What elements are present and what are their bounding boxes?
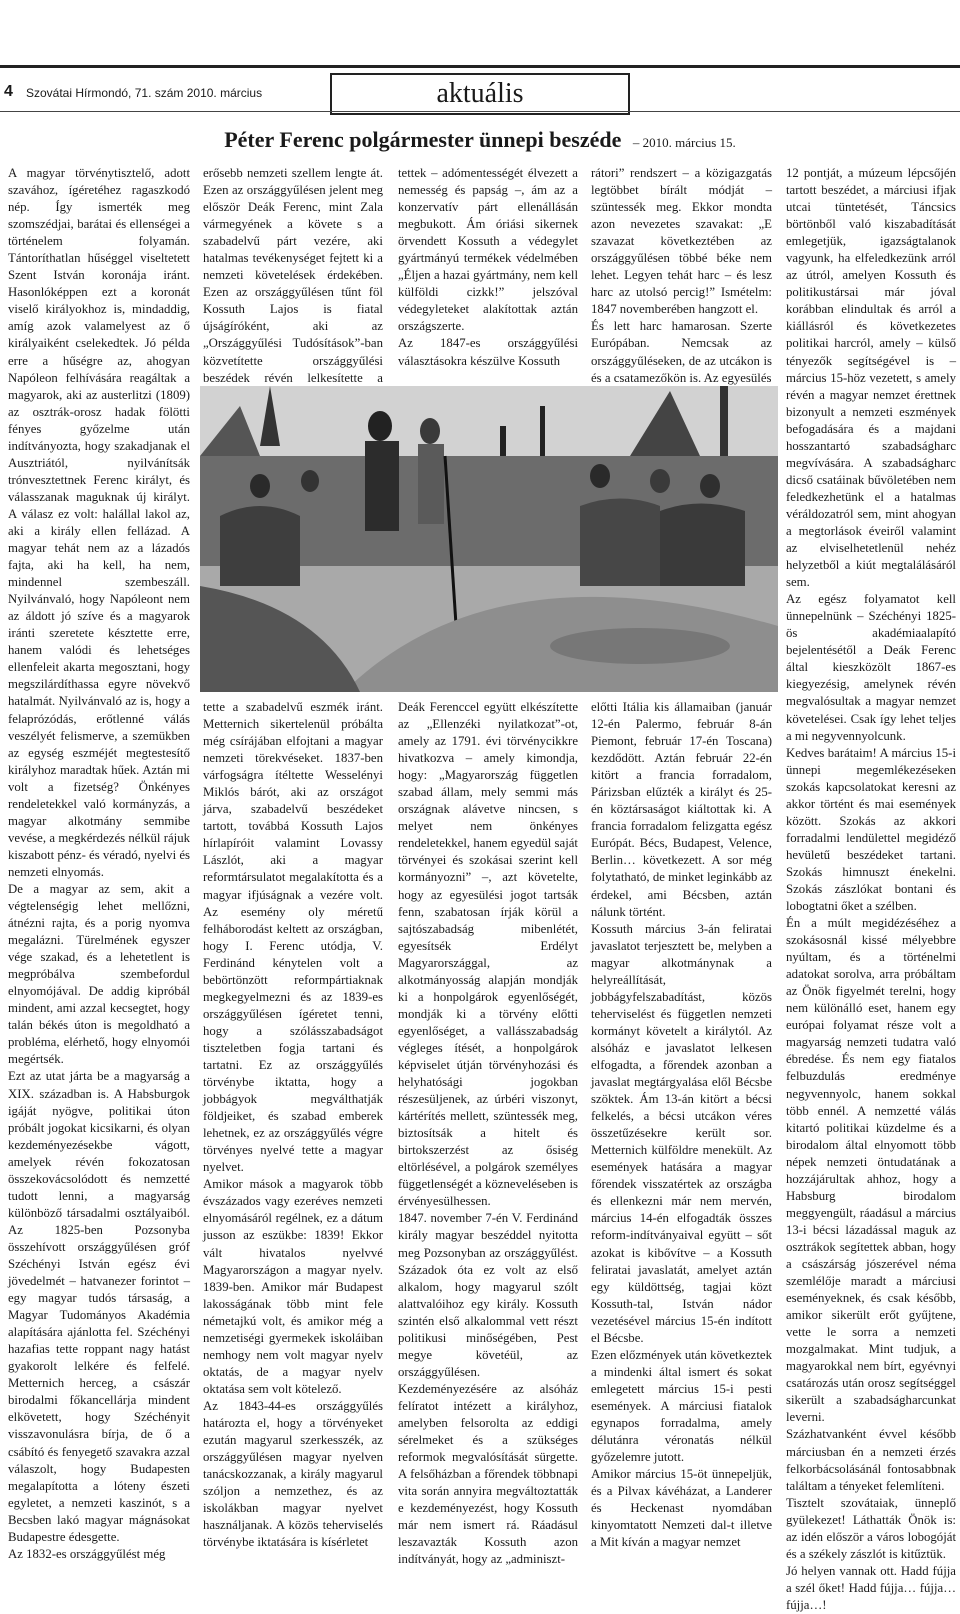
- photo-illustration: [200, 386, 778, 692]
- column-4-bottom: előtti Itália kis államaiban (január 12-én Palermo, február 8-án Piemont, február 17-én Toscana) kezdődött. Aztán február 22-én kitört a francia forradalom, Párizsban elűzték a királyt és 25-én köztársaságot kiáltottak ki. A francia forradalom felizgatta egész Európát. Bécs, Budapest, Velence, Berlin… következett. A sor még folytatható, de minket leginkább az érdekel, ami Bécsben, aztán nálunk történt. Kossuth március 3-án feliratai javaslatot terjesztett be, melyben a magyar alkotmánynak a helyreállítását, jobbágyfelszabadítást, közös teherviselést és független nemzeti kormányt követelt a királytól. Az alsóház e javaslatot lelkesen elfogadta, a főrendek azonban a javaslat megtárgyalása elől Bécsbe szöktek. Ám 13-án kitört a bécsi felkelés, a bécsi utcákon véres összetűzésekre került sor. Metternich külföldre menekült. Az események hatására a magyar főrendek visszatértek az országba és ellenkezni már nem mervén, március 14-én elfogadták összes reform-indítványaival együtt – sőt azokat is kibővítve – a Kossuth feliratai javaslatát, amelyet aztán egy küldöttség, tagjai közt Kossuth-tal, István nádor vezetésével március 15-én indított el Bécsbe. Ezen előzmények után következtek a mindenki által ismert és sokat emlegetett március 15-i pesti események. A márciusi fiatalok egynapos forradalma, amely délutánra véronatás nélkül győzelemre jutott. Amikor március 15-öt ünnepeljük, és a Pilvax kávéházat, a Landerer és Heckenast nyomdában kinyomtatott Nemzeti dal-t illetve a Mit kíván a magyar nemzet: [591, 700, 772, 1550]
- header-divider: [0, 111, 960, 112]
- article-title: Péter Ferenc polgármester ünnepi beszéde: [224, 127, 622, 152]
- issue-info: Szovátai Hírmondó, 71. szám 2010. március: [26, 86, 263, 100]
- column-4-top: rátori” rendszert – a közigazgatás legtöbbet bírált módját – szüntessék meg. Ekkor mondta azon nevezetes szavakat: „E szavazat következtében az országgyűlésen többé béke nem lehet. Legyen tehát harc – és lesz harc az utolsó percig!” Ismételm: 1847 novemberében hangzott el. És lett harc hamarosan. Szerte Európában. Nemcsak az országgyűléseken, de az utcákon is és a csatamezőkön is. Az egyesülés: [591, 166, 772, 385]
- section-label: aktuális: [330, 73, 630, 115]
- column-3-bottom: Deák Ferenccel együtt elkészítette az „Ellenzéki nyilatkozat”-ot, amely az 1791. évi törvénycikkre hivatkozva – amely kimondja, hogy: „Magyarország független szabad állam, mely semmi más országnak alávetve nincsen, s melyet nem önkényes rendeletekkel, hanem egyedül saját törvényei és szokásai szerint kell kormányozni” –, azt követelte, hogy az egyesülési jogot tartsák fenn, szabatosan írják körül a sajtószabadság mibenlétét, egyesítsék Erdélyt Magyarországgal, az alkotmányosság alapján mondják ki a honpolgárok egyenlőségét, mondják ki a törvény előtti egyenlőséget, a vallásszabadság végleges ítését, a honpolgárok képviselet útján törvényhozási és helyhatósági jogokban részesüljenek, az úrbéri viszonyt, kártérítés mellett, szüntessék meg, biztosítsák a hitelt és birtokszerzést az ősiség eltörlésével, a polgárok személyes függetlenségét a közneveléseben is érvényesülhessen. 1847. november 7-én V. Ferdinánd király magyar beszéddel nyitotta meg Pozsonyban az országgyűlést. Századok óta ez volt az első alkalom, hogy magyarul szólt alattvalóihoz egy király. Kossuth szintén első alkalommal vett részt politikusi minőségében, Pest megye követéül, az országgyűlésen. Kezdeményezésére az alsóház felíratot intézett a királyhoz, amelyben felsorolta az eddigi sérelmeket és a szükséges reformok megvalósítását sürgette. A felsőházban a főrendek többnapi vita során annyira megváltoztatták e kezdeményezést, hogy Kossuth már nem ismert rá. Ráadásul leszavazták Kossuth azon indítványát, hogy az „adminiszt-: [398, 700, 578, 1567]
- column-2-top: erősebb nemzeti szellem lengte át. Ezen az országgyűlésen jelent meg először Deák Ferenc, mint Zala vármegyének a követe s a szabadelvű párt vezére, aki hatalmas tevékenységet fejtett ki a nemzeti követelések érdekében. Ezen az országgyűlésen tűnt föl Kossuth Lajos is fiatal újságíróként, aki az „Országgyűlési Tudósítások”-ban közvetítette országgyűlési beszédek révén lelkesítette a: [203, 166, 383, 385]
- column-3-top: tettek – adómentességét élvezett a nemesség és papság –, ám az a konzervatív párt ellenállásán megbukott. Ám óriási sikernek örvendett Kossuth a védegylet gyártmányú termékek védelmében „Éljen a hazai gyártmány, nem kell külföldi cizkk!” jelszóval védegyleteket alakítottak aztán országszerte. Az 1847-es országgyűlési választásokra készülve Kossuth: [398, 166, 578, 368]
- event-photo: [200, 386, 778, 692]
- page-number: 4: [4, 83, 13, 100]
- article-headline: [0, 127, 960, 153]
- header-rule: [0, 65, 960, 68]
- column-5: 12 pontját, a múzeum lépcsőjén tartott beszédet, a márciusi ifjak utcai tüntetését, Táncsics börtönből való kiszabadítását emlegetjük, igazságtalanok vagyunk, ha elfeledkezünk arról az útról, amelyen Kossuth és politikustársai már jóval korábban elindultak és arról a kiállásról és következetes politikai harcról, amely – külső tényezők segítségével is – március 15-höz vezetett, s amely révén a magyar nemzet érettnek bizonyult a nemzeti eszmények befogadására és a majdani hosszantartó szabadságharc megvívására. A szabadságharc dicső csatáinak bűvöletében nem feledkezhetünk el a hatalmas véráldozatról sem, mint ahogyan a megtorlások éveiről valamint az elviselhetetlenül nehéz helyzetből a kiút megtalálásáról sem. Az egész folyamatot kell ünnepelnünk – Széchényi 1825-ös akadémiaalapító bejelentésétől a Deák Ferenc által kieszközölt 1867-es kiegyezésig, amelynek révén megvalósultak a magyar nemzet követelései. Csak így lehet teljes a mi negyvennyolcunk. Kedves barátaim! A március 15-i ünnepi megemlékezéseken szokás kapcsolatokat keresni az akkor történt és mai események között. Szokás az akkori forradalmi lendülettel megidéző hevületű beszédeket tartani. Szokás himnuszt énekelni. Szokás zászlókat bontani és lobogtatni őket a szélben. Én a múlt megidézéséhez a szokásosnál kissé mélyebbre nyúltam, és a történelmi adatokat sorolva, arra próbáltam az Önök figyelmét terelni, hogy nem különálló eset, hanem egy európai folyamat része volt a magyarság nemzeti tudatra való ébredése. És nem egy fiatalos felbuzdulás eredménye negyvennyolc, hanem sokkal több ennél. A nemzetté válás kitartó politikai küzdelme és a birodalom által elnyomott több népek nemzeti öntudatának a hozzájárultak ahhoz, hogy a Habsburg birodalom meggyengült, ráadásul a március 13-i bécsi lázadással maguk az osztrákok segítettek abban, hogy a császárság jószerével néma szemlélője maradt a márciusi eseményeknek, és csak később, amikor sikerült erőt gyűjtene, vette le sorra a nemzeti mozgalmakat. Mint tudjuk, a magyarokkal nem bírt, egyévnyi csatározás után orosz segítséggel sikerült a szabadságharcunkat leverni. Százhatvanként évvel később márciusban én a nemzeti érzés felkorbácsolásánál fontosabbnak találtam a tényeket felemlíteni. Tisztelt szovátaiak, ünneplő gyülekezet! Láthatták Önök is: az idén először a város lobogóját és a székely zászlót is kitűztük. Jó helyen vannak ott. Hadd fújja a szél őket! Hadd fújja… fújja… fújja…!: [786, 166, 956, 1612]
- article-date: – 2010. március 15.: [632, 135, 736, 150]
- column-2-bottom: tette a szabadelvű eszmék iránt. Metternich sikertelenül próbálta még csírájában elfojtani a magyar nemzeti törekvéseket. 1837-ben várfogságra ítéltette Wesselényi Miklós bárót, aki az országot járva, szabadelvű beszédeket tartott, továbbá Kossuth Lajos hírlapíróit valamint Lovassy Lászlót, aki a magyar reformtársulatot megalakította és a magyar ifjúságnak a vezére volt. Az esemény oly méretű felháborodást keltett az országban, hogy I. Ferenc utódja, V. Ferdinánd kénytelen volt a bebörtönzött reformpártiaknak megkegyelmezni és az 1839-es országgyűlésen ígéretet tenni, hogy a szólásszabadságot tiszteletben fogja tartani és tartatni. Ez az országgyűlés törvénybe iktatta, hogy a jobbágyok megválthatják földjeiket, és szabad emberek lehetnek, ez az országgyűlés végre törvényes nyelvé tette a magyar nyelvet. Amikor mások a magyarok több évszázados vagy ezeréves nemzeti elnyomásáról regélnek, ez a dátum jusson az eszükbe: 1839! Ekkor vált hivatalos nyelvvé Magyarországon a magyar nyelv. 1839-ben. Amikor már Budapest lakosságának több mint fele németajkú volt, és amikor még a nemzetiségi gyermekek iskoláiban nemhogy nem volt magyar nyelv oktatás, de a magyar nyelv oktatása sem volt kötelező. Az 1843-44-es országgyűlés határozta el, hogy a törvényeket ezután magyarul szerkesszék, az országgyűlésen magyar nyelven tanácskozzanak, a király magyarul szóljon a nemzethez, és az iskolákban magyar nyelvet használjanak. A közös teherviselés törvénybe iktatására is kísérletet: [203, 700, 383, 1550]
- column-1: A magyar törvénytisztelő, adott szavához, ígéretéhez ragaszkodó nép. Így ismerték meg szomszédjai, barátai és ellenségei a történelem folyamán. Tántoríthatlan hűséggel viseltetett Szent István koronája iránt. Hasonlóképpen ezt a koronát viselő királyokhoz is, mindaddig, amíg azok valamelyest az ő királyaiként cselekedtek. Jó példa erre a hűségre az, ahogyan Napóleon felhívására reagáltak a magyarok, aki az austerlitzi (1809) az osztrák-orosz hadak fölötti fényes győzelme után indítványozta, hogy szakadjanak el Ausztriától, nyilvánítsák trónvesztettnek Ferenc királyt, és válasszanak maguknak új királyt. A válasz ez volt: halállal lakol az, aki a király ellen fellázad. A magyar tehát nem az a lázadós fajta, aki ha kell, ha nem, mindennel szembeszáll. Nyilvánvaló, hogy Napóleont nem az áldott jó szíve és a magyarok iránti szeretete késztette erre, hanem valódi és lehetséges ellenfeleit akarta megosztani, hogy megszilárdíthassa egyre növekvő hatalmát. Nyilvánvaló az is, hogy a felaprózódás, erőtlenné válás veszélyét felismerve, a szemükben az egység eszméjét megtestesítő királyhoz maradtak hűek. Aztán mi volt a fizetség? Önkényes rendeletekkel való kormányzás, a magyar alkotmány semmibe vevése, a megkérdezés nélkül rájuk kiszabott pénz- és véradó, nyelvi és nemzeti elnyomás. De a magyar az sem, akit a végtelenségig lehet mellőzni, átnézni rajta, és a porig nyomva megalázni. Türelmének egyszer vége szakad, és a lehetetlent is megpróbálva szembefordul elnyomójával. De addig kipróbál mindent, ami azzal kecsegtet, hogy talán békés úton is megoldható a probléma, elérhető, hogy elnyomói megértsék. Ezt az utat járta be a magyarság a XIX. században is. A Habsburgok igáját nyögve, politikai úton próbált jogokat kicsikarni, és olyan kezdeményezésekbe vágott, amelyek révén fokozatosan összekovácsolódott és nemzetté tudott lenni, a magyarság különböző társadalmi osztályaiból. Az 1825-ben Pozsonyba összehívott országgyűlésen gróf Széchényi István egész évi jövedelmét – hatvanezer forintot – egy magyar tudós társaság, a Magyar Tudományos Akadémia alapítására ajánlotta fel. Széchényi hazafias tette roppant nagy hatást gyakorolt lelkére és felfelé. Metternich herceg, a császár birodalmi főkancellárja mindent elkövetett, hogy Széchényit visszavonulásra bírja, de ő a csábító és fenyegető szavakra azzal válaszolt, hogy Budapesten megalapította a lóteny észeti egyletet, a nemzeti kaszinót, s a Becsben lakó magyar mágnásokat Budapestre édesgette. Az 1832-es országgyűlést még: [8, 166, 190, 1561]
